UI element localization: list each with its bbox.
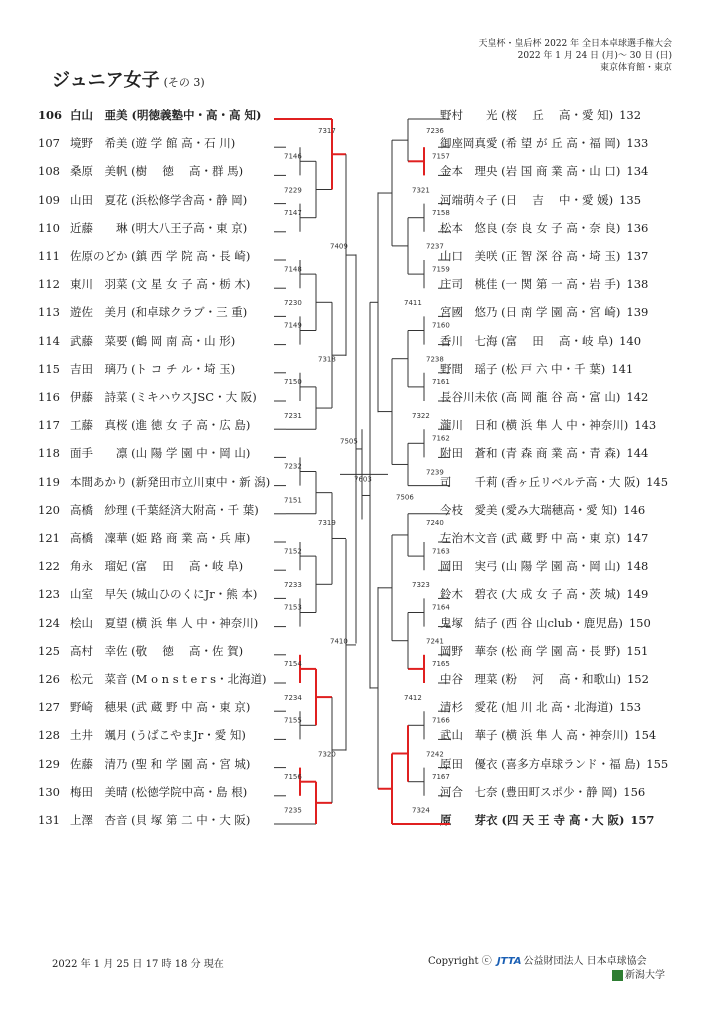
entry-number: 124 <box>38 615 60 630</box>
match-id: 7164 <box>432 603 450 612</box>
match-id: 7159 <box>432 265 450 274</box>
copyright-line <box>428 952 647 967</box>
match-id: 7318 <box>318 355 336 364</box>
match-id: 7156 <box>284 772 302 781</box>
match-id: 7166 <box>432 716 450 725</box>
entry-name-team: 香川 七海 (富 田 高・岐 阜) <box>440 333 614 348</box>
entry-number: 134 <box>626 164 649 179</box>
match-id: 7319 <box>318 519 336 528</box>
entry-name-team: 清杉 愛花 (旭 川 北 高・北海道) <box>440 700 614 715</box>
match-id: 7241 <box>426 637 444 646</box>
entry-name-team: 庄司 桃佳 (一 関 第 一 高・岩 手) <box>440 277 621 292</box>
tournament-venue: 東京体育館・東京 <box>599 63 672 73</box>
entry-number: 147 <box>626 531 649 545</box>
university-logo-icon <box>612 970 623 981</box>
entry-number: 154 <box>634 728 657 743</box>
entry-number: 106 <box>38 108 63 122</box>
entry-name-team: 鈴木 碧衣 (大 成 女 子 高・茨 城) <box>440 587 621 602</box>
entry-number: 141 <box>611 361 634 376</box>
entry-name-team: 遊佐 美月 (和卓球クラブ・三 重) <box>70 305 248 320</box>
entry-number: 156 <box>623 784 646 799</box>
entry-name-team: 伊藤 詩菜 (ミキハウスJSC・大 阪) <box>70 390 257 404</box>
entry-number: 132 <box>619 108 642 122</box>
entry-name-team: 面手 凛 (山 陽 学 園 中・岡 山) <box>70 446 251 461</box>
match-id: 7162 <box>432 434 450 443</box>
match-id: 7234 <box>284 693 302 702</box>
match-id: 7149 <box>284 321 302 330</box>
entry-number: 155 <box>646 756 669 771</box>
entry-number: 157 <box>630 813 655 827</box>
match-id: 7230 <box>284 299 302 308</box>
jtta-logo: JTTA <box>496 956 522 967</box>
match-id: 7238 <box>426 355 444 364</box>
entry-name-team: 桧山 夏望 (横 浜 隼 人 中・神奈川) <box>70 615 259 630</box>
university-name: 新潟大学 <box>625 970 665 981</box>
match-id: 7322 <box>412 411 430 420</box>
entry-number: 150 <box>628 615 651 630</box>
entry-name-team: 長谷川未依 (高 岡 龍 谷 高・富 山) <box>440 390 621 404</box>
entry-name-team: 御座岡真愛 (希 望 が 丘 高・福 岡) <box>440 136 621 151</box>
entry-number: 114 <box>38 333 60 348</box>
match-id: 7231 <box>284 411 302 420</box>
match-id: 7242 <box>426 750 444 759</box>
entry-number: 135 <box>619 192 642 207</box>
match-id: 7236 <box>426 127 444 136</box>
entry-name-team: 上澤 杏音 (貝 塚 第 二 中・大 阪) <box>70 813 251 827</box>
entry-name-team: 河合 七奈 (豊田町スポ少・静 岡) <box>440 784 618 799</box>
entry-number: 153 <box>619 700 642 715</box>
match-id: 7317 <box>318 127 336 136</box>
final-match-id: 7603 <box>354 475 372 484</box>
entry-number: 122 <box>38 559 60 574</box>
entry-number: 121 <box>38 531 60 545</box>
entry-name-team: 本間あかり (新発田市立川東中・新 潟) <box>70 474 271 489</box>
match-id: 7240 <box>426 519 444 528</box>
entry-number: 108 <box>38 164 60 179</box>
university-credit <box>612 966 665 981</box>
page-subtitle: (その 3) <box>163 76 205 89</box>
match-id: 7412 <box>404 693 422 702</box>
entry-name-team: 白山 亜美 (明徳義塾中・高・高 知) <box>70 108 262 122</box>
entry-number: 142 <box>626 390 649 404</box>
entry-name-team: 吉田 璃乃 (ト コ チ ル・埼 玉) <box>70 361 236 376</box>
entry-name-team: 野村 光 (桜 丘 高・愛 知) <box>440 108 614 122</box>
entry-name-team: 今枝 愛美 (愛み大瑞穂高・愛 知) <box>440 502 618 517</box>
entry-name-team: 鬼塚 結子 (西 谷 山club・鹿児島) <box>440 615 623 630</box>
entry-name-team: 土井 颯月 (うばこやまJr・愛 知) <box>70 728 246 743</box>
entry-name-team: 高橋 凜華 (姫 路 商 業 高・兵 庫) <box>70 531 251 545</box>
entry-name-team: 松本 悠良 (奈 良 女 子 高・奈 良) <box>440 220 621 235</box>
entry-number: 126 <box>38 672 60 686</box>
entry-name-team: 山田 夏花 (浜松修学舎高・静 岡) <box>70 192 248 207</box>
entry-number: 145 <box>646 474 669 489</box>
match-id: 7147 <box>284 208 302 217</box>
entry-name-team: 山口 美咲 (正 智 深 谷 高・埼 玉) <box>440 249 621 263</box>
entry-number: 111 <box>38 249 60 263</box>
entry-name-team: 司 千莉 (香ヶ丘リベルテ高・大 阪) <box>440 474 641 489</box>
match-id: 7150 <box>284 378 302 387</box>
entry-name-team: 佐藤 清乃 (聖 和 学 園 高・宮 城) <box>70 756 251 771</box>
entry-name-team: 近藤 琳 (明大八王子高・東 京) <box>70 220 248 235</box>
entry-name-team: 武藤 菜要 (鶴 岡 南 高・山 形) <box>70 333 236 348</box>
entry-name-team: 境野 希美 (遊 学 館 高・石 川) <box>70 136 236 151</box>
entry-number: 115 <box>38 361 60 376</box>
match-id: 7158 <box>432 208 450 217</box>
entry-number: 117 <box>38 418 60 433</box>
org-name: 公益財団法人 日本卓球協会 <box>523 956 647 967</box>
entry-name-team: 山室 早矢 (城山ひのくにJr・熊 本) <box>70 587 258 602</box>
match-id: 7239 <box>426 468 444 477</box>
entry-number: 146 <box>623 502 646 517</box>
entry-number: 128 <box>38 728 60 743</box>
entry-number: 148 <box>626 559 649 574</box>
match-id: 7155 <box>284 716 302 725</box>
match-id: 7324 <box>412 806 430 815</box>
entry-number: 152 <box>626 672 649 686</box>
entry-number: 110 <box>38 220 60 235</box>
update-timestamp: 2022 年 1 月 25 日 17 時 18 分 現在 <box>52 959 224 970</box>
match-id: 7323 <box>412 581 430 590</box>
entry-name-team: 松元 菜音 (M o n s t e r s・北海道) <box>70 672 267 686</box>
entry-number: 139 <box>626 305 649 320</box>
match-id: 7148 <box>284 265 302 274</box>
entry-name-team: 岡田 実弓 (山 陽 学 園 高・岡 山) <box>440 559 621 574</box>
match-id: 7154 <box>284 660 302 669</box>
entry-number: 116 <box>38 390 60 404</box>
entry-name-team: 宮國 悠乃 (日 南 学 園 高・宮 崎) <box>440 305 621 320</box>
match-id: 7157 <box>432 152 450 161</box>
entry-number: 149 <box>626 587 649 602</box>
match-id: 7235 <box>284 806 302 815</box>
match-id: 7237 <box>426 242 444 251</box>
entry-number: 131 <box>38 813 60 827</box>
entry-number: 136 <box>626 220 649 235</box>
entry-number: 130 <box>38 784 60 799</box>
entry-name-team: 金本 理央 (岩 国 商 業 高・山 口) <box>440 164 621 179</box>
entry-number: 109 <box>38 192 60 207</box>
entry-name-team: 野崎 穂果 (武 蔵 野 中 高・東 京) <box>70 700 251 715</box>
entry-name-team: 東川 羽菜 (文 星 女 子 高・栃 木) <box>70 277 251 292</box>
match-id: 7165 <box>432 660 450 669</box>
match-id: 7233 <box>284 581 302 590</box>
entry-name-team: 中谷 理菜 (粉 河 高・和歌山) <box>440 672 621 686</box>
entry-number: 119 <box>38 474 60 489</box>
entry-name-team: 瀧川 日和 (横 浜 隼 人 中・神奈川) <box>440 418 629 433</box>
event-title: ジュニア女子 <box>52 70 160 91</box>
entry-name-team: 野間 瑶子 (松 戸 六 中・千 葉) <box>440 361 606 376</box>
entry-number: 129 <box>38 756 60 771</box>
entry-number: 138 <box>626 277 649 292</box>
entry-number: 107 <box>38 136 60 151</box>
entry-name-team: 桑原 美帆 (樹 徳 高・群 馬) <box>70 164 244 179</box>
match-id: 7146 <box>284 152 302 161</box>
entry-number: 137 <box>626 249 649 263</box>
match-id: 7505 <box>340 437 358 446</box>
match-id: 7160 <box>432 321 450 330</box>
entry-name-team: 高橋 紗理 (千葉経済大附高・千 葉) <box>70 502 259 517</box>
match-id: 7151 <box>284 496 302 505</box>
entry-name-team: 原田 優衣 (喜多方卓球ランド・福 島) <box>440 756 641 771</box>
match-id: 7411 <box>404 299 422 308</box>
entry-number: 133 <box>626 136 649 151</box>
entry-number: 118 <box>38 446 60 461</box>
entry-name-team: 佐原のどか (鎮 西 学 院 高・長 崎) <box>70 249 251 263</box>
match-id: 7153 <box>284 603 302 612</box>
entry-number: 112 <box>38 277 60 292</box>
entry-name-team: 工藤 真桜 (進 徳 女 子 高・広 島) <box>70 418 251 433</box>
match-id: 7232 <box>284 462 302 471</box>
entry-name-team: 武山 華子 (横 浜 隼 人 高・神奈川) <box>440 728 629 743</box>
entry-name-team: 附田 蒼和 (青 森 商 業 高・青 森) <box>440 446 621 461</box>
entry-number: 123 <box>38 587 60 602</box>
match-id: 7161 <box>432 378 450 387</box>
match-id: 7152 <box>284 547 302 556</box>
entry-number: 127 <box>38 700 60 715</box>
entry-number: 125 <box>38 643 60 658</box>
entry-name-team: 河端萌々子 (日 吉 中・愛 媛) <box>440 192 614 207</box>
entry-number: 151 <box>626 643 649 658</box>
match-id: 7163 <box>432 547 450 556</box>
entry-name-team: 高村 幸佐 (敬 徳 高・佐 賀) <box>70 643 244 658</box>
entry-name-team: 岡野 華奈 (松 商 学 園 高・長 野) <box>440 643 621 658</box>
match-id: 7321 <box>412 186 430 195</box>
match-id: 7229 <box>284 186 302 195</box>
match-id: 7506 <box>396 493 414 502</box>
entry-number: 140 <box>619 333 642 348</box>
tournament-dates: 2022 年 1 月 24 日 (月)～ 30 日 (日) <box>517 51 672 61</box>
match-id: 7410 <box>330 637 348 646</box>
entry-name-team: 左治木文音 (武 蔵 野 中 高・東 京) <box>440 531 621 545</box>
copyright-text: Copyright ⓒ <box>428 956 492 967</box>
entry-number: 120 <box>38 502 60 517</box>
entry-number: 113 <box>38 305 60 320</box>
match-id: 7167 <box>432 772 450 781</box>
match-id: 7409 <box>330 242 348 251</box>
entry-number: 144 <box>626 446 649 461</box>
match-id: 7320 <box>318 750 336 759</box>
tournament-name: 天皇杯・皇后杯 2022 年 全日本卓球選手権大会 <box>478 39 672 49</box>
entry-number: 143 <box>634 418 657 433</box>
entry-name-team: 原 芽衣 (四 天 王 寺 高・大 阪) <box>440 813 625 827</box>
entry-name-team: 梅田 美晴 (松徳学院中高・島 根) <box>70 784 248 799</box>
entry-name-team: 角永 瑠妃 (富 田 高・岐 阜) <box>70 559 244 574</box>
